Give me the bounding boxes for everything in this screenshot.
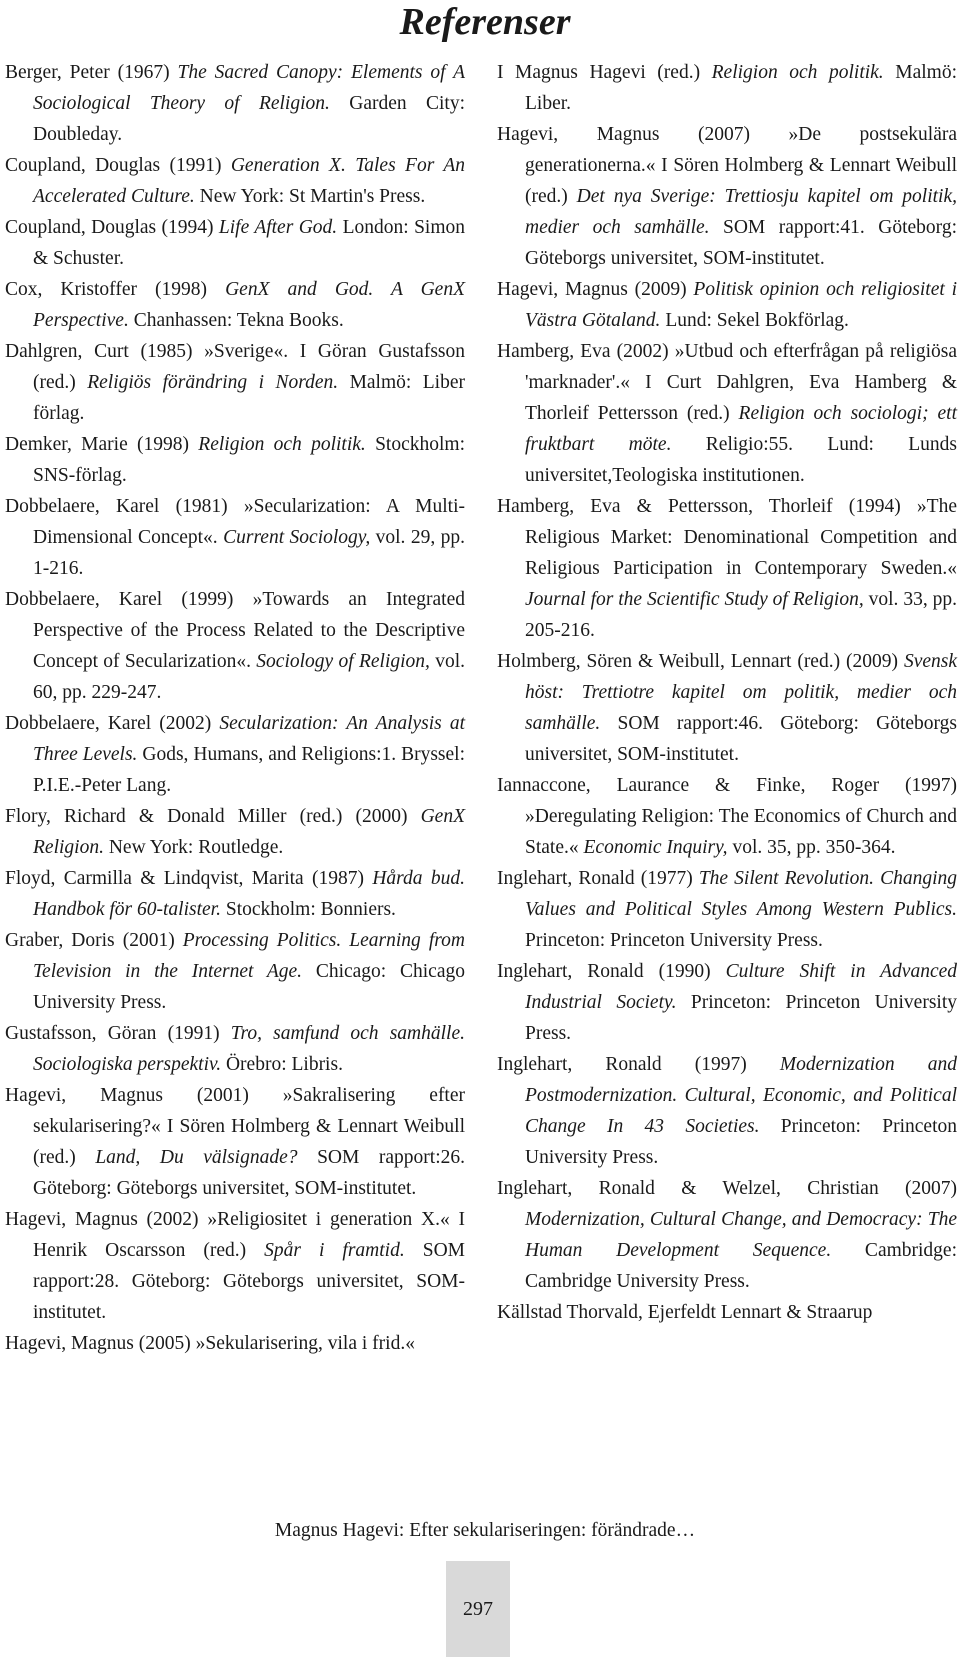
reference-text: Chicago: Chicago University Press. xyxy=(33,961,465,1013)
reference-text: Malmö: Liber. xyxy=(525,62,957,114)
page-number: 297 xyxy=(463,1597,493,1620)
reference-entry xyxy=(497,646,957,770)
reference-text: Hagevi, Magnus (2002) »Religiositet i generation X.« I Henrik Oscarsson (red.) xyxy=(5,1209,465,1261)
reference-title: Spår i framtid. xyxy=(264,1240,405,1261)
reference-title: Economic Inquiry, xyxy=(583,837,728,858)
running-footer: Magnus Hagevi: Efter sekulariseringen: förändrade… xyxy=(274,1520,696,1541)
reference-text: Dobbelaere, Karel (1999) »Towards an Integrated Perspective of the Process Related to the Descriptive Concept of Secularization«. xyxy=(5,589,465,672)
reference-title: Life After God. xyxy=(218,217,338,238)
reference-title: Sociology of Religion, xyxy=(256,651,430,672)
reference-text: Flory, Richard & Donald Miller (red.) (2000) xyxy=(5,806,421,827)
reference-text: I Magnus Hagevi (red.) xyxy=(497,62,712,83)
reference-text: Demker, Marie (1998) xyxy=(5,434,199,455)
reference-text: London: Simon & Schuster. xyxy=(33,217,465,269)
reference-entry xyxy=(5,429,465,491)
page-number-box xyxy=(446,1561,510,1657)
reference-text: vol. 35, pp. 350-364. xyxy=(727,837,896,858)
reference-text: Religio:55. Lund: Lunds universitet,Teologiska institutionen. xyxy=(525,434,957,486)
reference-title: GenX Religion. xyxy=(33,806,465,858)
reference-entry xyxy=(497,119,957,274)
reference-title: Hårda bud. Handbok för 60-talister. xyxy=(33,868,465,920)
reference-text: New York: St Martin's Press. xyxy=(194,186,426,207)
reference-text: Stockholm: Bonniers. xyxy=(220,899,396,920)
reference-text: Hagevi, Magnus (2005) »Sekularisering, vila i frid.« xyxy=(5,1333,415,1354)
reference-entry xyxy=(497,57,957,119)
reference-entry xyxy=(5,801,465,863)
reference-title: Land, Du välsignade? xyxy=(95,1147,298,1168)
reference-text: Malmö: Liber förlag. xyxy=(33,372,466,424)
reference-entry xyxy=(5,1204,465,1328)
reference-entry xyxy=(497,336,957,491)
reference-entry xyxy=(5,274,465,336)
reference-text: vol. 60, pp. 229-247. xyxy=(33,651,465,703)
reference-text: New York: Routledge. xyxy=(103,837,284,858)
reference-title: Secularization: An Analysis at Three Levels. xyxy=(33,713,466,765)
reference-entry xyxy=(5,925,465,1018)
reference-entry xyxy=(5,57,465,150)
reference-text: Hamberg, Eva & Pettersson, Thorleif (1994) »The Religious Market: Denominational Competition and Religious Participation in Contemporary Sweden.« xyxy=(497,496,957,579)
reference-text: Chanhassen: Tekna Books. xyxy=(128,310,344,331)
reference-entry xyxy=(5,584,465,708)
reference-text: Inglehart, Ronald & Welzel, Christian (2007) xyxy=(497,1178,957,1199)
reference-text: Hamberg, Eva (2002) »Utbud och efterfrågan på religiösa 'marknader'.« I Curt Dahlgren, Eva Hamberg & Thorleif Pettersson (red.) xyxy=(497,341,957,424)
reference-text: Floyd, Carmilla & Lindqvist, Marita (1987) xyxy=(5,868,373,889)
reference-entry xyxy=(5,1018,465,1080)
reference-title: The Silent Revolution. Changing Values and Political Styles Among Western Publics. xyxy=(525,868,958,920)
reference-entry xyxy=(497,274,957,336)
reference-title: Politisk opinion och religiositet i Västra Götaland. xyxy=(525,279,957,331)
reference-entry xyxy=(497,770,957,863)
reference-text: Graber, Doris (2001) xyxy=(5,930,183,951)
reference-entry xyxy=(5,708,465,801)
reference-title: GenX and God. A GenX Perspective. xyxy=(33,279,466,331)
reference-text: SOM rapport:28. Göteborg: Göteborgs universitet, SOM-institutet. xyxy=(33,1240,465,1323)
reference-text: Dobbelaere, Karel (2002) xyxy=(5,713,220,734)
reference-text: Källstad Thorvald, Ejerfeldt Lennart & Straarup xyxy=(497,1302,873,1323)
reference-entry xyxy=(5,1080,465,1204)
reference-text: Stockholm: SNS-förlag. xyxy=(33,434,465,486)
reference-text: Hagevi, Magnus (2001) »Sakralisering efter sekularisering?« I Sören Holmberg & Lennart Weibull (red.) xyxy=(5,1085,465,1168)
reference-text: Coupland, Douglas (1994) xyxy=(5,217,219,238)
reference-title: Modernization and Postmodernization. Cultural, Economic, and Political Change In 43 Societies. xyxy=(525,1054,957,1137)
reference-text: SOM rapport:41. Göteborg: Göteborgs universitet, SOM-institutet. xyxy=(525,217,957,269)
reference-text: vol. 29, pp. 1-216. xyxy=(33,527,466,579)
reference-title: Religion och politik. xyxy=(198,434,366,455)
reference-entry xyxy=(5,863,465,925)
reference-entry xyxy=(497,956,957,1049)
reference-title: Current Sociology, xyxy=(223,527,371,548)
reference-entry xyxy=(5,336,465,429)
reference-text: Garden City: Doubleday. xyxy=(33,93,465,145)
reference-text: Iannaccone, Laurance & Finke, Roger (1997) »Deregulating Religion: The Economics of Church and State.« xyxy=(497,775,957,858)
reference-text: Coupland, Douglas (1991) xyxy=(5,155,231,176)
reference-title: Religion och sociologi; ett fruktbart möte. xyxy=(525,403,957,455)
reference-entry xyxy=(5,212,465,274)
reference-entry xyxy=(5,1328,465,1359)
reference-title: Modernization, Cultural Change, and Democracy: The Human Development Sequence. xyxy=(525,1209,957,1261)
reference-title: Religion och politik. xyxy=(711,62,884,83)
reference-text: Cox, Kristoffer (1998) xyxy=(5,279,226,300)
references-right-column xyxy=(497,57,957,1328)
reference-text: Hagevi, Magnus (2007) »De postsekulära generationerna.« I Sören Holmberg & Lennart Weibull (red.) xyxy=(497,124,957,207)
reference-text: SOM rapport:46. Göteborg: Göteborgs universitet, SOM-institutet. xyxy=(525,713,957,765)
reference-text: Hagevi, Magnus (2009) xyxy=(497,279,694,300)
reference-text: Princeton: Princeton University Press. xyxy=(525,1116,957,1168)
reference-text: SOM rapport:26. Göteborg: Göteborgs universitet, SOM-institutet. xyxy=(33,1147,465,1199)
reference-text: vol. 33, pp. 205-216. xyxy=(525,589,958,641)
reference-title: Culture Shift in Advanced Industrial Society. xyxy=(525,961,958,1013)
reference-entry xyxy=(5,150,465,212)
reference-text: Dahlgren, Curt (1985) »Sverige«. I Göran Gustafsson (red.) xyxy=(5,341,465,393)
reference-text: Cambridge: Cambridge University Press. xyxy=(525,1240,957,1292)
reference-title: Det nya Sverige: Trettiosju kapitel om politik, medier och samhälle. xyxy=(525,186,958,238)
reference-text: Örebro: Libris. xyxy=(221,1054,343,1075)
reference-title: Processing Politics. Learning from Television in the Internet Age. xyxy=(33,930,465,982)
reference-entry xyxy=(5,491,465,584)
reference-text: Inglehart, Ronald (1990) xyxy=(497,961,726,982)
reference-text: Gods, Humans, and Religions:1. Bryssel: P.I.E.-Peter Lang. xyxy=(33,744,465,796)
reference-text: Gustafsson, Göran (1991) xyxy=(5,1023,231,1044)
reference-text: Inglehart, Ronald (1977) xyxy=(497,868,699,889)
reference-title: The Sacred Canopy: Elements of A Sociological Theory of Religion. xyxy=(33,62,465,114)
reference-text: Lund: Sekel Bokförlag. xyxy=(660,310,849,331)
reference-text: Princeton: Princeton University Press. xyxy=(525,930,823,951)
reference-text: Princeton: Princeton University Press. xyxy=(525,992,957,1044)
references-left-column xyxy=(5,57,465,1359)
reference-entry xyxy=(497,1049,957,1173)
reference-entry xyxy=(497,491,957,646)
reference-entry xyxy=(497,1173,957,1297)
reference-text: Dobbelaere, Karel (1981) »Secularization: A Multi-Dimensional Concept«. xyxy=(5,496,465,548)
page-title: Referenser xyxy=(399,1,571,43)
reference-title: Tro, samfund och samhälle. Sociologiska perspektiv. xyxy=(33,1023,465,1075)
reference-title: Journal for the Scientific Study of Religion, xyxy=(525,589,864,610)
reference-title: Generation X. Tales For An Accelerated Culture. xyxy=(33,155,465,207)
reference-entry xyxy=(497,1297,957,1328)
reference-text: Inglehart, Ronald (1997) xyxy=(497,1054,780,1075)
reference-title: Religiös förändring i Norden. xyxy=(87,372,339,393)
reference-entry xyxy=(497,863,957,956)
reference-text: Berger, Peter (1967) xyxy=(5,62,178,83)
reference-text: Holmberg, Sören & Weibull, Lennart (red.) (2009) xyxy=(497,651,904,672)
reference-title: Svensk höst: Trettiotre kapitel om politik, medier och samhälle. xyxy=(525,651,957,734)
